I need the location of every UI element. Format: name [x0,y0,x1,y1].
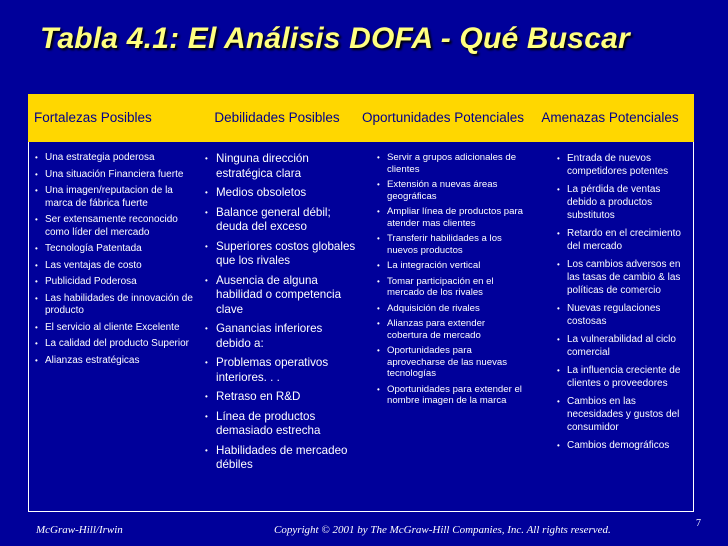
list-item-text: Ganancias inferiores debido a: [216,322,323,350]
bullet-icon: • [205,241,208,251]
list-item [35,293,193,318]
list-item [557,227,691,253]
bullet-icon: • [35,215,38,224]
list-item-text: Tecnología Patentada [45,243,142,254]
bullet-icon: • [377,384,380,394]
list-item-text: La pérdida de ventas debido a productos substitutos [567,184,661,221]
list-item-text: Oportunidades para extender el nombre imagen de la marca [387,383,522,406]
bullet-icon: • [377,319,380,328]
list-item-text: Balance general débil; deuda del exceso [216,205,331,233]
list-item [377,206,523,229]
list-item-text: Nuevas regulaciones costosas [567,303,661,327]
list-item [205,152,357,181]
list-item-text: Superiores costos globales que los rivales [216,239,356,267]
bullet-icon: • [377,346,380,355]
list-item [377,152,523,175]
list-item [35,260,193,273]
bullet-icon: • [205,207,208,217]
list-item [557,152,691,178]
list-item-text: La influencia creciente de clientes o proveedores [567,365,681,389]
bullet-icon: • [557,397,560,406]
list-item-text: La vulnerabilidad al ciclo comercial [567,334,676,358]
list-item-text: Servir a grupos adicionales de clientes [387,152,517,175]
list-item [377,318,523,341]
bullet-icon: • [205,392,208,401]
list-item [557,364,691,390]
list-item-text: Oportunidades para aprovecharse de las nuevas tecnologías [387,345,507,379]
oportunidades-list [377,152,523,407]
bullet-icon: • [205,154,208,163]
list-item [205,444,357,473]
list-item-text: Retardo en el crecimiento del mercado [567,228,681,252]
fortalezas-list [35,152,193,367]
list-item-text: Una situación Financiera fuerte [45,168,184,180]
list-item-text: La calidad del producto Superior [45,338,189,349]
bullet-icon: • [205,275,208,285]
list-item-text: Alianzas estratégicas [45,354,140,366]
list-item [35,214,193,239]
header-fortalezas: Fortalezas Posibles [34,110,152,125]
column-fortalezas [29,142,195,512]
list-item [377,179,523,202]
page-number: 7 [696,518,701,529]
list-item-text: Ninguna dirección estratégica clara [216,152,309,180]
list-item [35,322,193,335]
list-item [35,152,193,165]
bullet-icon: • [557,260,560,269]
list-item-text: Las habilidades de innovación de producto [45,292,193,316]
bullet-icon: • [557,366,560,375]
column-oportunidades [361,142,527,512]
list-item-text: Línea de productos demasiado estrecha [216,409,321,437]
bullet-icon: • [557,185,560,194]
bullet-icon: • [377,207,380,216]
list-item-text: El servicio al cliente Excelente [45,321,180,333]
list-item [557,183,691,222]
list-item [205,356,357,385]
list-item [377,345,523,380]
list-item [377,276,523,299]
bullet-icon: • [35,277,38,286]
footer-copyright: Copyright © 2001 by The McGraw-Hill Companies, Inc. All rights reserved. [274,524,611,536]
list-item-text: Publicidad Poderosa [45,276,137,287]
bullet-icon: • [35,355,38,365]
list-item-text: Cambios en las necesidades y gustos del consumidor [567,396,680,433]
bullet-icon: • [35,260,38,270]
list-item-text: Alianzas para extender cobertura de mercado [387,318,486,341]
bullet-icon: • [35,322,38,332]
bullet-icon: • [35,153,38,162]
list-item [557,333,691,359]
footer-publisher: McGraw-Hill/Irwin [36,524,123,536]
list-item-text: Una imagen/reputacion de la marca de fábrica fuerte [45,185,173,209]
list-item [35,338,193,351]
bullet-icon: • [377,261,380,270]
bullet-icon: • [377,153,380,162]
bullet-icon: • [205,188,208,197]
bullet-icon: • [205,324,208,333]
amenazas-list [557,152,691,452]
list-item-text: La integración vertical [387,260,481,271]
list-item-text: Retraso en R&D [216,390,301,403]
debilidades-list [205,152,357,473]
list-item-text: Tomar participación en el mercado de los rivales [387,275,494,298]
bullet-icon: • [557,229,560,238]
bullet-icon: • [35,293,38,303]
bullet-icon: • [205,445,208,455]
slide-title: Tabla 4.1: El Análisis DOFA - Qué Buscar [40,22,630,55]
list-item-text: Entrada de nuevos competidores potentes [567,153,669,177]
bullet-icon: • [205,411,208,421]
list-item-text: Ausencia de alguna habilidad o competencia clave [216,273,342,316]
list-item [35,169,193,182]
list-item [35,355,193,368]
list-item-text: Transferir habilidades a los nuevos productos [387,233,502,256]
header-amenazas: Amenazas Potenciales [541,110,679,125]
list-item [35,243,193,256]
list-item [557,258,691,297]
header-oportunidades: Oportunidades Potenciales [361,110,525,125]
bullet-icon: • [205,358,208,367]
bullet-icon: • [377,180,380,189]
bullet-icon: • [557,335,560,344]
list-item-text: Habilidades de mercadeo débiles [216,443,348,471]
list-item-text: Adquisición de rivales [387,302,480,314]
list-item [205,206,357,235]
list-item-text: Ampliar línea de productos para atender mas clientes [387,206,523,229]
column-amenazas [527,142,695,512]
bullet-icon: • [377,276,380,286]
list-item-text: Cambios demográficos [567,440,670,451]
list-item [377,303,523,315]
bullet-icon: • [35,339,38,348]
list-item [205,240,357,269]
list-item [205,390,357,405]
list-item [35,276,193,289]
bullet-icon: • [35,244,38,253]
list-item [557,439,691,452]
list-item-text: Los cambios adversos en las tasas de cambio & las políticas de comercio [567,259,681,296]
bullet-icon: • [377,303,380,313]
list-item-text: Problemas operativos interiores. . . [216,356,329,384]
bullet-icon: • [557,304,560,313]
bullet-icon: • [557,154,560,163]
bullet-icon: • [557,441,560,450]
list-item [205,410,357,439]
list-item [377,384,523,407]
column-debilidades [195,142,361,512]
list-item [205,186,357,201]
table-body [28,142,694,512]
header-debilidades: Debilidades Posibles [214,110,340,125]
list-item [205,274,357,318]
list-item-text: Una estrategia poderosa [45,152,155,163]
list-item-text: Las ventajas de costo [45,259,142,271]
bullet-icon: • [377,234,380,243]
bullet-icon: • [35,186,38,195]
list-item [377,260,523,272]
list-item [377,233,523,256]
list-item [557,302,691,328]
bullet-icon: • [35,169,38,179]
list-item-text: Extensión a nuevas áreas geográficas [387,179,498,202]
list-item-text: Ser extensamente reconocido como líder del mercado [45,214,178,238]
list-item [205,322,357,351]
list-item [557,395,691,434]
table-header-bar [28,94,694,142]
list-item [35,185,193,210]
list-item-text: Medios obsoletos [216,186,307,199]
